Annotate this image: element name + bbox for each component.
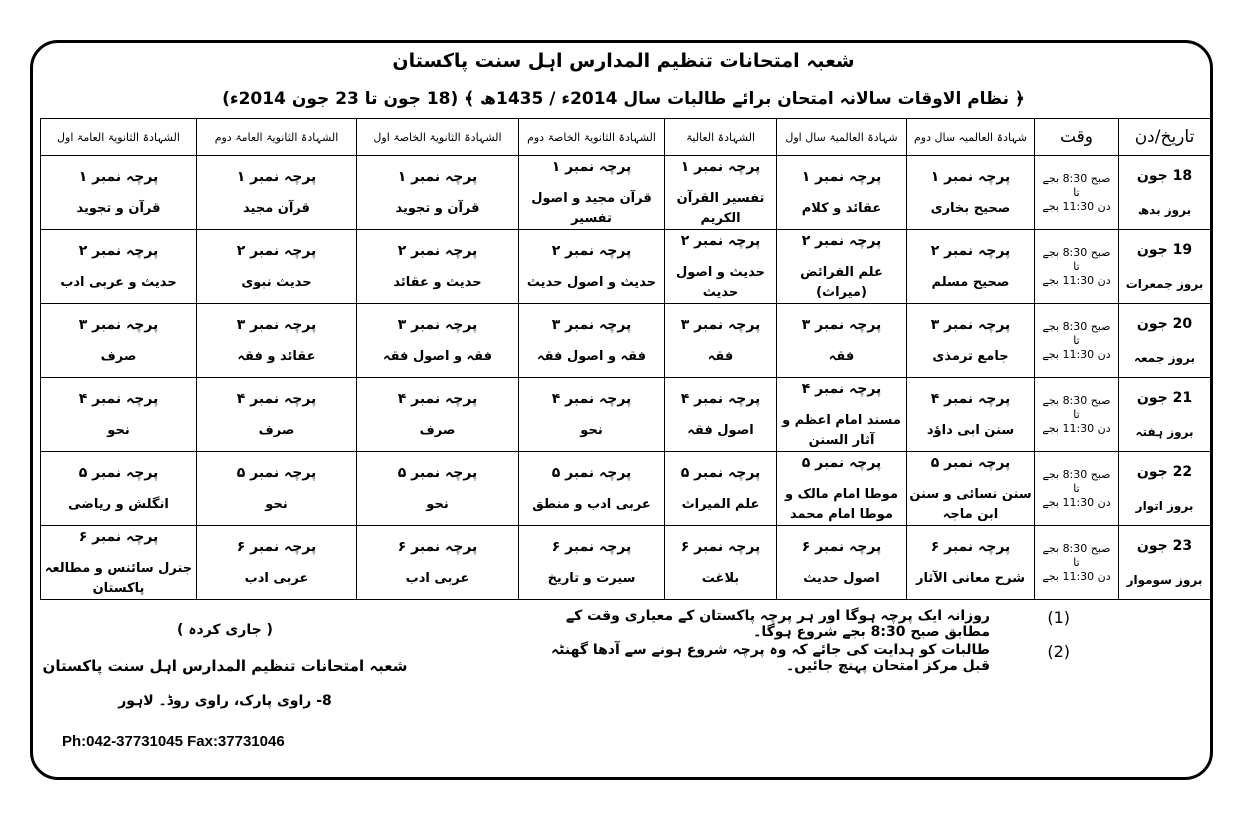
time-separator: تا [1073,259,1080,273]
issuer-address: 8- راوی پارک، راوی روڈ۔ لاہور [118,693,332,709]
issuer-org: شعبہ امتحانات تنظیم المدارس اہل سنت پاکستان [42,657,408,675]
paper-cell [519,526,665,600]
time-cell [1035,304,1119,378]
paper-subject: جامع ترمذی [932,348,1009,364]
paper-number: پرچہ نمبر ۱ [930,168,1011,185]
header-date: تاریخ/دن [1119,119,1211,156]
paper-number: پرچہ نمبر ۶ [551,538,632,555]
time-end: دن 11:30 بجے [1042,569,1111,583]
schedule-row [41,304,1211,378]
paper-number: پرچہ نمبر ۵ [397,464,478,481]
paper-cell [519,378,665,452]
paper-cell [777,156,907,230]
paper-cell [665,230,777,304]
issued-by-label: ( جاری کردہ ) [177,622,273,638]
paper-cell [41,526,197,600]
paper-cell [197,526,357,600]
paper-subject: علم الفرائض (میراث) [800,264,883,300]
note-text: طالبات کو ہدایت کی جائے کہ وہ پرچہ شروع ہونے سے آدھا گھنٹہ قبل مرکز امتحان پہنچ جائیں۔ [550,642,990,674]
paper-subject: بلاغت [701,570,740,586]
paper-subject: عربی ادب [405,570,470,586]
paper-subject: فقہ [707,348,734,364]
paper-number: پرچہ نمبر ۱ [680,158,761,175]
paper-number: پرچہ نمبر ۳ [397,316,478,333]
paper-number: پرچہ نمبر ۵ [78,464,159,481]
page-title: شعبہ امتحانات تنظیم المدارس اہل سنت پاکستان [392,50,855,72]
paper-subject: اصول حدیث [803,570,880,586]
schedule-row [41,526,1211,600]
paper-cell [357,452,519,526]
date-text: 22 جون [1136,463,1193,480]
paper-subject: صحیح بخاری [930,200,1011,216]
paper-number: پرچہ نمبر ۴ [397,390,478,407]
time-separator: تا [1073,333,1080,347]
paper-number: پرچہ نمبر ۳ [930,316,1011,333]
paper-subject: صرف [419,422,456,438]
note-number: (2) [1047,642,1070,661]
paper-subject: حدیث نبوی [241,274,312,290]
time-separator: تا [1073,555,1080,569]
paper-subject: موطا امام مالک و موطا امام محمد [784,486,899,522]
paper-subject: اصول فقہ [687,422,754,438]
time-separator: تا [1073,481,1080,495]
paper-number: پرچہ نمبر ۲ [551,242,632,259]
paper-cell [777,230,907,304]
paper-subject: قرآن مجید [243,200,310,216]
date-cell [1119,156,1211,230]
page-subtitle: ﴿ نظام الاوقات سالانہ امتحان برائے طالبات سال 2014ء / 1435ھ ﴾ (18 جون تا 23 جون 2014ء) [222,89,1025,109]
paper-subject: نحو [265,496,288,512]
time-start: صبح 8:30 بجے [1042,319,1111,333]
paper-cell [777,526,907,600]
day-text: بروز بدھ [1137,202,1192,217]
paper-number: پرچہ نمبر ۲ [930,242,1011,259]
date-text: 23 جون [1136,537,1193,554]
paper-cell [197,452,357,526]
paper-cell [519,156,665,230]
paper-cell [357,156,519,230]
paper-number: پرچہ نمبر ۶ [236,538,317,555]
paper-number: پرچہ نمبر ۵ [801,454,882,471]
paper-number: پرچہ نمبر ۱ [236,168,317,185]
time-cell [1035,230,1119,304]
paper-number: پرچہ نمبر ۴ [236,390,317,407]
paper-number: پرچہ نمبر ۵ [930,454,1011,471]
schedule-row [41,378,1211,452]
paper-subject: سیرت و تاریخ [547,570,636,586]
time-start: صبح 8:30 بجے [1042,171,1111,185]
paper-number: پرچہ نمبر ۵ [680,464,761,481]
paper-cell [665,378,777,452]
day-text: بروز ہفتہ [1135,424,1194,439]
paper-number: پرچہ نمبر ۳ [551,316,632,333]
paper-subject: صرف [258,422,295,438]
header-col: الشہادۃ الثانویۃ العامۃ دوم [197,119,357,156]
paper-number: پرچہ نمبر ۳ [801,316,882,333]
paper-number: پرچہ نمبر ۶ [78,528,159,545]
paper-number: پرچہ نمبر ۱ [78,168,159,185]
exam-schedule-table [40,118,1211,600]
paper-cell [197,230,357,304]
date-text: 21 جون [1136,389,1193,406]
date-text: 20 جون [1136,315,1193,332]
time-start: صبح 8:30 بجے [1042,467,1111,481]
paper-number: پرچہ نمبر ۲ [236,242,317,259]
time-start: صبح 8:30 بجے [1042,541,1111,555]
paper-number: پرچہ نمبر ۴ [551,390,632,407]
time-cell [1035,378,1119,452]
header-col: الشہادۃ الثانویۃ الخاصۃ دوم [519,119,665,156]
paper-cell [907,378,1035,452]
paper-number: پرچہ نمبر ۱ [397,168,478,185]
paper-subject: حدیث و عقائد [393,274,482,290]
time-cell [1035,526,1119,600]
paper-cell [357,230,519,304]
paper-number: پرچہ نمبر ۴ [801,380,882,397]
paper-cell [907,156,1035,230]
paper-cell [907,230,1035,304]
paper-subject: عقائد و کلام [801,200,882,216]
note-item [520,634,1080,674]
paper-subject: شرح معانی الآثار [916,570,1025,586]
date-cell [1119,378,1211,452]
paper-cell [197,378,357,452]
paper-cell [357,526,519,600]
paper-subject: صرف [100,348,137,364]
paper-number: پرچہ نمبر ۵ [551,464,632,481]
paper-cell [665,304,777,378]
time-end: دن 11:30 بجے [1042,347,1111,361]
paper-cell [41,230,197,304]
paper-subject: فقہ و اصول فقہ [536,348,647,364]
paper-subject: انگلش و ریاضی [68,496,169,512]
paper-subject: جنرل سائنس و مطالعہ پاکستان [44,560,193,596]
schedule-row [41,452,1211,526]
paper-subject: فقہ [828,348,855,364]
paper-subject: تفسیر القرآن الکریم [676,190,765,226]
paper-cell [41,378,197,452]
paper-cell [41,156,197,230]
paper-number: پرچہ نمبر ۶ [680,538,761,555]
paper-subject: حدیث و اصول حدیث [526,274,657,290]
paper-subject: عربی ادب [244,570,309,586]
paper-number: پرچہ نمبر ۴ [680,390,761,407]
paper-cell [357,304,519,378]
time-end: دن 11:30 بجے [1042,273,1111,287]
paper-cell [519,230,665,304]
time-start: صبح 8:30 بجے [1042,245,1111,259]
paper-cell [777,304,907,378]
paper-number: پرچہ نمبر ۵ [236,464,317,481]
paper-subject: مسند امام اعظم و آثار السنن [782,412,901,448]
note-text: روزانہ ایک پرچہ ہوگا اور ہر پرچہ پاکستان کے معیاری وقت کے مطابق صبح 8:30 بجے شروع ہوگا۔ [565,608,990,640]
paper-number: پرچہ نمبر ۳ [680,316,761,333]
header-col: الشہادۃ الثانویۃ العامۃ اول [41,119,197,156]
paper-number: پرچہ نمبر ۶ [930,538,1011,555]
day-text: بروز اتوار [1135,498,1194,513]
paper-cell [907,304,1035,378]
schedule-row [41,230,1211,304]
paper-subject: سنن ابی داؤد [926,422,1015,438]
paper-cell [777,452,907,526]
day-text: بروز سوموار [1126,572,1203,587]
paper-number: پرچہ نمبر ۱ [801,168,882,185]
header-col: شہادۃ العالمیۃ سال اول [777,119,907,156]
paper-subject: قرآن و تجوید [76,200,161,216]
date-cell [1119,526,1211,600]
time-separator: تا [1073,185,1080,199]
paper-subject: صحیح مسلم [931,274,1010,290]
paper-cell [357,378,519,452]
paper-cell [41,452,197,526]
paper-cell [665,452,777,526]
date-text: 18 جون [1136,167,1193,184]
paper-number: پرچہ نمبر ۲ [801,232,882,249]
date-cell [1119,230,1211,304]
paper-number: پرچہ نمبر ۲ [397,242,478,259]
paper-cell [907,452,1035,526]
header-time: وقت [1035,119,1119,156]
paper-subject: قرآن مجید و اصول تفسیر [531,190,652,226]
paper-subject: حدیث و اصول حدیث [675,264,766,300]
paper-subject: قرآن و تجوید [395,200,480,216]
paper-subject: سنن نسائی و سنن ابن ماجہ [909,486,1032,522]
paper-cell [41,304,197,378]
paper-subject: نحو [107,422,130,438]
paper-cell [665,526,777,600]
contact-info: Ph:042-37731045 Fax:37731046 [62,733,285,750]
paper-number: پرچہ نمبر ۳ [78,316,159,333]
paper-subject: عربی ادب و منطق [532,496,651,512]
date-cell [1119,304,1211,378]
time-end: دن 11:30 بجے [1042,421,1111,435]
paper-number: پرچہ نمبر ۶ [801,538,882,555]
paper-number: پرچہ نمبر ۲ [78,242,159,259]
paper-cell [197,156,357,230]
paper-cell [519,304,665,378]
paper-subject: حدیث و عربی ادب [60,274,177,290]
paper-subject: نحو [580,422,603,438]
paper-cell [777,378,907,452]
paper-number: پرچہ نمبر ۴ [930,390,1011,407]
time-separator: تا [1073,407,1080,421]
paper-number: پرچہ نمبر ۴ [78,390,159,407]
time-end: دن 11:30 بجے [1042,199,1111,213]
paper-cell [197,304,357,378]
header-col: شہادۃ العالمیہ سال دوم [907,119,1035,156]
paper-subject: نحو [426,496,449,512]
paper-number: پرچہ نمبر ۶ [397,538,478,555]
date-cell [1119,452,1211,526]
paper-subject: علم المیراث [681,496,760,512]
paper-number: پرچہ نمبر ۱ [551,158,632,175]
time-start: صبح 8:30 بجے [1042,393,1111,407]
paper-number: پرچہ نمبر ۲ [680,232,761,249]
date-text: 19 جون [1136,241,1193,258]
day-text: بروز جمعہ [1133,350,1195,365]
paper-subject: عقائد و فقہ [237,348,316,364]
day-text: بروز جمعرات [1125,276,1204,291]
time-cell [1035,156,1119,230]
note-item [520,600,1080,640]
paper-subject: فقہ و اصول فقہ [382,348,493,364]
time-end: دن 11:30 بجے [1042,495,1111,509]
notes [520,600,1080,674]
paper-cell [665,156,777,230]
header-row [41,119,1211,156]
header-col: الشہادۃ الثانویۃ الخاصۃ اول [357,119,519,156]
time-cell [1035,452,1119,526]
paper-cell [519,452,665,526]
paper-cell [907,526,1035,600]
header-col: الشہادۃ العالیۃ [665,119,777,156]
schedule-row [41,156,1211,230]
note-number: (1) [1047,608,1070,627]
paper-number: پرچہ نمبر ۳ [236,316,317,333]
